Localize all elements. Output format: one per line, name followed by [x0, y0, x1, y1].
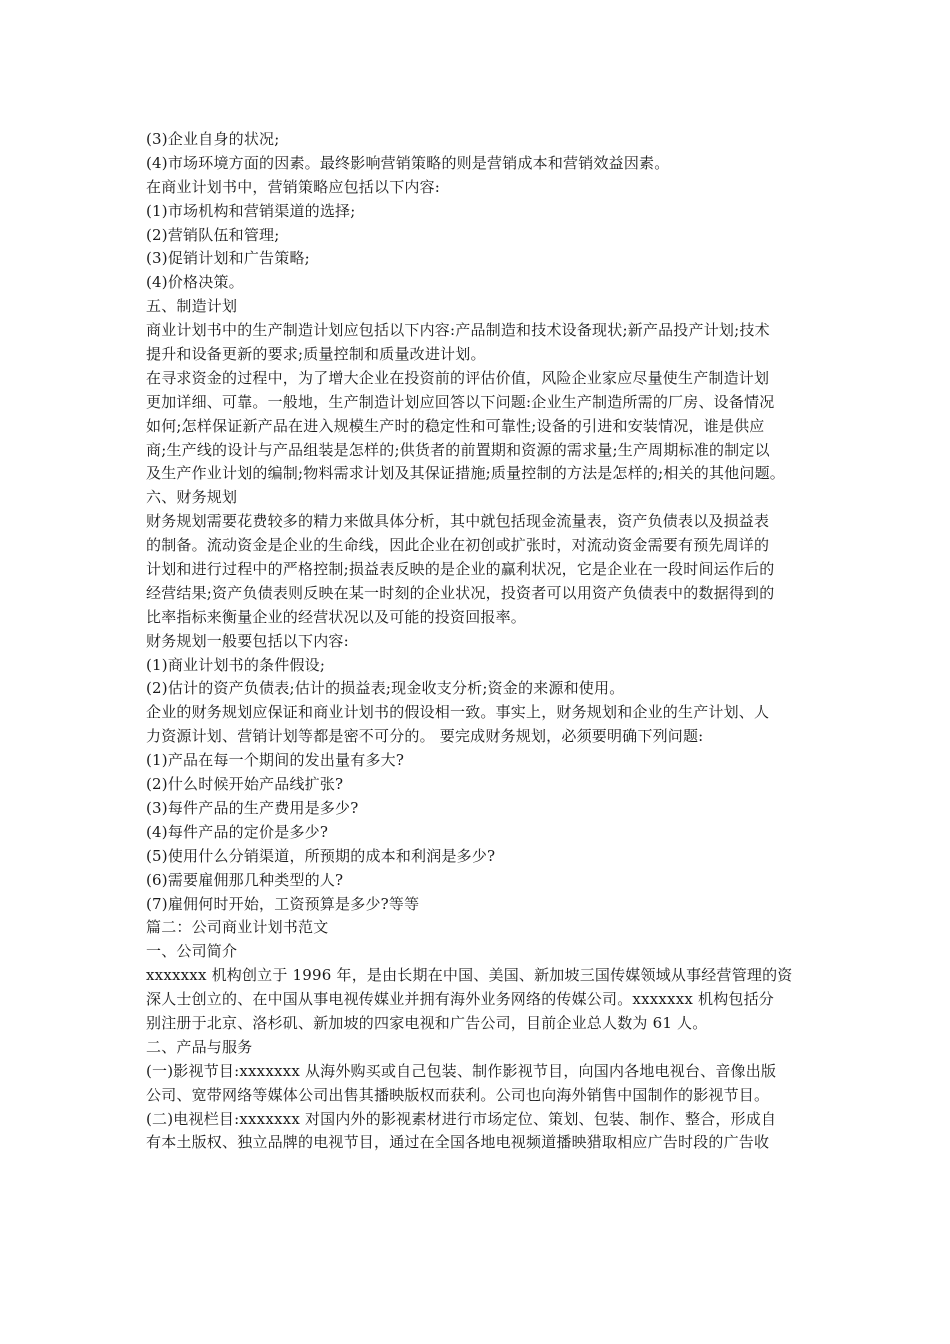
text-line: 在寻求资金的过程中，为了增大企业在投资前的评估价值，风险企业家应尽量使生产制造计划: [146, 368, 770, 387]
text-line: (3)企业自身的状况;: [146, 130, 280, 148]
text-line: 财务规划需要花费较多的精力来做具体分析，其中就包括现金流量表，资产负债表以及损益表: [146, 512, 770, 531]
text-line: 篇二：公司商业计划书范文: [146, 918, 329, 937]
text-line: 五、制造计划: [146, 297, 238, 316]
text-line: 六、财务规划: [146, 488, 238, 507]
text-line: (1)商业计划书的条件假设;: [146, 655, 326, 674]
text-line: 商;生产线的设计与产品组装是怎样的;供货者的前置期和资源的需求量;生产周期标准的制定以: [146, 440, 770, 459]
text-line: 二、产品与服务: [146, 1037, 253, 1056]
text-line: (3)每件产品的生产费用是多少?: [146, 798, 359, 817]
text-line: 有本土版权、独立品牌的电视节目，通过在全国各地电视频道播映猎取相应广告时段的广告收: [146, 1133, 770, 1152]
text-line: 的制备。流动资金是企业的生命线，因此企业在初创或扩张时，对流动资金需要有预先周详的: [146, 536, 770, 555]
text-line: (1)市场机构和营销渠道的选择;: [146, 201, 356, 220]
text-line: 财务规划一般要包括以下内容:: [146, 631, 349, 650]
text-line: 力资源计划、营销计划等都是密不可分的。 要完成财务规划，必须要明确下列问题:: [146, 727, 704, 746]
text-line: (2)营销队伍和管理;: [146, 225, 280, 244]
text-line: 一、公司简介: [146, 942, 238, 961]
text-line: (6)需要雇佣那几种类型的人?: [146, 870, 344, 889]
text-line: (7)雇佣何时开始，工资预算是多少?等等: [146, 894, 420, 913]
text-line: (3)促销计划和广告策略;: [146, 249, 310, 268]
text-line: (4)每件产品的定价是多少?: [146, 822, 329, 841]
text-line: 及生产作业计划的编制;物料需求计划及其保证措施;质量控制的方法是怎样的;相关的其他问题。: [146, 464, 785, 483]
text-line: (4)价格决策。: [146, 273, 244, 292]
text-line: 别注册于北京、洛杉矶、新加坡的四家电视和广告公司，目前企业总人数为 61 人。: [146, 1013, 708, 1032]
text-line: 在商业计划书中，营销策略应包括以下内容:: [146, 177, 441, 196]
text-line: (一)影视节目:xxxxxxx 从海外购买或自己包装、制作影视节目，向国内各地电视台、音像出版: [146, 1061, 777, 1080]
text-line: (2)什么时候开始产品线扩张?: [146, 775, 344, 794]
text-line: (2)估计的资产负债表;估计的损益表;现金收支分析;资金的来源和使用。: [146, 679, 625, 698]
text-line: 企业的财务规划应保证和商业计划书的假设相一致。事实上，财务规划和企业的生产计划、人: [146, 703, 770, 722]
text-line: xxxxxxx 机构创立于 1996 年，是由长期在中国、美国、新加坡三国传媒领域从事经营管理的资: [146, 966, 793, 985]
text-line: 商业计划书中的生产制造计划应包括以下内容:产品制造和技术设备现状;新产品投产计划;技术: [146, 321, 770, 340]
document-body: [146, 128, 826, 1155]
text-line: 提升和设备更新的要求;质量控制和质量改进计划。: [146, 345, 486, 364]
text-line: 公司、宽带网络等媒体公司出售其播映版权而获利。公司也向海外销售中国制作的影视节目。: [146, 1085, 770, 1104]
text-line: 深人士创立的、在中国从事电视传媒业并拥有海外业务网络的传媒公司。xxxxxxx 机构包括分: [146, 990, 774, 1009]
text-line: 比率指标来衡量企业的经营状况以及可能的投资回报率。: [146, 607, 527, 626]
text-line: (4)市场环境方面的因素。最终影响营销策略的则是营销成本和营销效益因素。: [146, 153, 670, 172]
text-line: 更加详细、可靠。一般地，生产制造计划应回答以下问题:企业生产制造所需的厂房、设备情况: [146, 392, 775, 411]
text-line: 经营结果;资产负债表则反映在某一时刻的企业状况，投资者可以用资产负债表中的数据得到的: [146, 583, 775, 602]
text-line: (1)产品在每一个期间的发出量有多大?: [146, 751, 405, 770]
text-line: 计划和进行过程中的严格控制;损益表反映的是企业的赢利状况，它是企业在一段时间运作后的: [146, 560, 775, 579]
text-line: 如何;怎样保证新产品在进入规模生产时的稳定性和可靠性;设备的引进和安装情况，谁是供应: [146, 416, 765, 435]
text-line: (二)电视栏目:xxxxxxx 对国内外的影视素材进行市场定位、策划、包装、制作、整合，形成自: [146, 1109, 777, 1128]
text-line: (5)使用什么分销渠道，所预期的成本和利润是多少?: [146, 846, 496, 865]
